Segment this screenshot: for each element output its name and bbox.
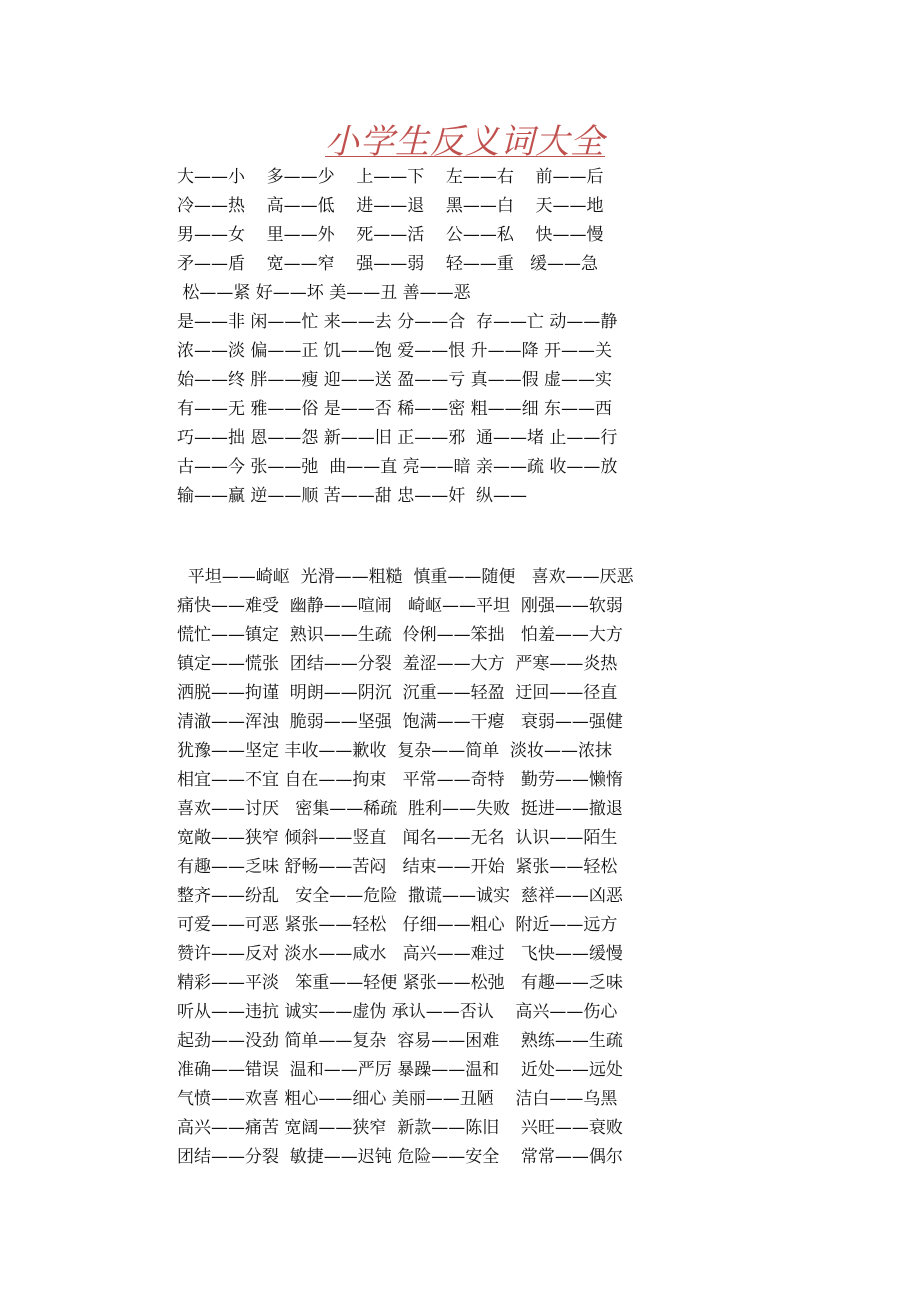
antonym-line: 气愤——欢喜 粗心——细心 美丽——丑陋 洁白——乌黑 — [177, 1089, 618, 1109]
antonym-line: 听从——违抗 诚实——虚伪 承认——否认 高兴——伤心 — [177, 1002, 618, 1022]
antonym-line: 冷——热 高——低 进——退 黑——白 天——地 — [177, 196, 604, 216]
antonym-line: 喜欢——讨厌 密集——稀疏 胜利——失败 挺进——撤退 — [177, 799, 623, 819]
page-title: 小学生反义词大全 — [325, 122, 605, 162]
antonym-line: 犹豫——坚定 丰收——歉收 复杂——简单 淡妆——浓抹 — [177, 741, 613, 761]
antonym-line: 准确——错误 温和——严厉 暴躁——温和 近处——远处 — [177, 1060, 623, 1080]
antonym-section-single — [177, 163, 617, 511]
antonym-line: 浓——淡 偏——正 饥——饱 爱——恨 升——降 开——关 — [177, 341, 613, 361]
antonym-line: 赞许——反对 淡水——咸水 高兴——难过 飞快——缓慢 — [177, 944, 623, 964]
antonym-line: 是——非 闲——忙 来——去 分——合 存——亡 动——静 — [177, 312, 618, 332]
antonym-line: 起劲——没劲 简单——复杂 容易——困难 熟练——生疏 — [177, 1031, 623, 1051]
antonym-line: 始——终 胖——瘦 迎——送 盈——亏 真——假 虚——实 — [177, 370, 613, 390]
antonym-line: 古——今 张——弛 曲——直 亮——暗 亲——疏 收——放 — [177, 457, 618, 477]
antonym-line: 有趣——乏味 舒畅——苦闷 结束——开始 紧张——轻松 — [177, 857, 618, 877]
antonym-line: 镇定——慌张 团结——分裂 羞涩——大方 严寒——炎热 — [177, 654, 618, 674]
antonym-line: 精彩——平淡 笨重——轻便 紧张——松弛 有趣——乏味 — [177, 973, 623, 993]
antonym-line: 宽敞——狭窄 倾斜——竖直 闻名——无名 认识——陌生 — [177, 828, 618, 848]
antonym-line: 洒脱——拘谨 明朗——阴沉 沉重——轻盈 迂回——径直 — [177, 683, 618, 703]
antonym-section-double — [177, 563, 634, 1172]
antonym-line: 输——赢 逆——顺 苦——甜 忠——奸 纵—— — [177, 486, 528, 506]
antonym-line: 平坦——崎岖 光滑——粗糙 慎重——随便 喜欢——厌恶 — [177, 567, 634, 587]
antonym-line: 可爱——可恶 紧张——轻松 仔细——粗心 附近——远方 — [177, 915, 618, 935]
antonym-line: 痛快——难受 幽静——喧闹 崎岖——平坦 刚强——软弱 — [177, 596, 623, 616]
antonym-line: 松——紧 好——坏 美——丑 善——恶 — [177, 283, 471, 303]
antonym-line: 相宜——不宜 自在——拘束 平常——奇特 勤劳——懒惰 — [177, 770, 623, 790]
antonym-line: 有——无 雅——俗 是——否 稀——密 粗——细 东——西 — [177, 399, 613, 419]
antonym-line: 高兴——痛苦 宽阔——狭窄 新款——陈旧 兴旺——衰败 — [177, 1118, 623, 1138]
antonym-line: 大——小 多——少 上——下 左——右 前——后 — [177, 167, 604, 187]
antonym-line: 清澈——浑浊 脆弱——坚强 饱满——干瘪 衰弱——强健 — [177, 712, 623, 732]
antonym-line: 团结——分裂 敏捷——迟钝 危险——安全 常常——偶尔 — [177, 1147, 623, 1167]
antonym-line: 整齐——纷乱 安全——危险 撒谎——诚实 慈祥——凶恶 — [177, 886, 623, 906]
antonym-line: 男——女 里——外 死——活 公——私 快——慢 — [177, 225, 604, 245]
antonym-line: 慌忙——镇定 熟识——生疏 伶俐——笨拙 怕羞——大方 — [177, 625, 623, 645]
antonym-line: 矛——盾 宽——窄 强——弱 轻——重 缓——急 — [177, 254, 599, 274]
antonym-line: 巧——拙 恩——怨 新——旧 正——邪 通——堵 止——行 — [177, 428, 618, 448]
